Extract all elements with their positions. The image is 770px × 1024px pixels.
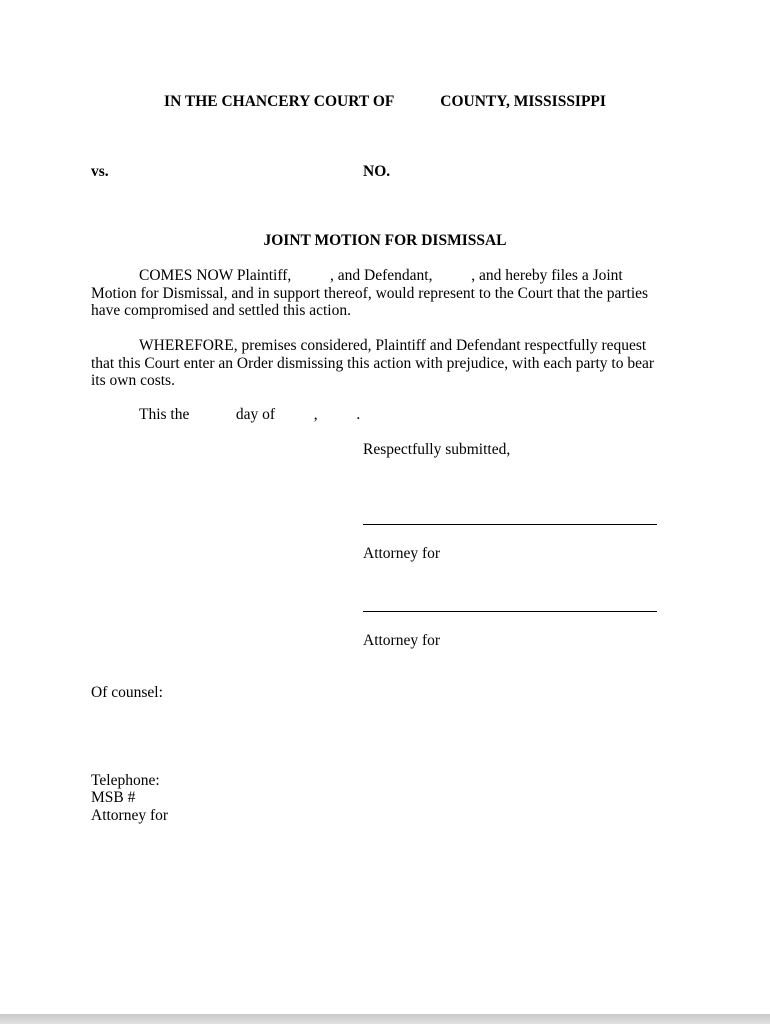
attorney-for-label-1: Attorney for (363, 545, 441, 562)
contact-block (91, 772, 168, 824)
page-bottom-edge (0, 1014, 770, 1024)
motion-title: JOINT MOTION FOR DISMISSAL (263, 232, 507, 249)
signature-line-2 (363, 611, 657, 612)
date-line: This the day of , . (139, 406, 361, 423)
signature-line-1 (363, 524, 657, 525)
msb-label: MSB # (91, 789, 136, 807)
court-header: IN THE CHANCERY COURT OF COUNTY, MISSISSIPPI (164, 93, 606, 110)
attorney-for-label-2: Attorney for (363, 632, 441, 649)
respectfully-submitted-label: Respectfully submitted, (363, 441, 511, 458)
telephone-label: Telephone: (91, 772, 160, 789)
attorney-for-label-3: Attorney for (91, 806, 169, 824)
paragraph-wherefore: WHEREFORE, premises considered, Plaintiff and Defendant respectfully request that this Court enter an Order dismissing this action with prejudice, with each party to bear its own costs. (91, 337, 658, 390)
paragraph-comes-now: COMES NOW Plaintiff, , and Defendant, , and hereby files a Joint Motion for Dismissal, and in support thereof, would represent to the Court that the parties have compromised and settled this action. (91, 267, 652, 320)
of-counsel-label: Of counsel: (91, 684, 163, 701)
vs-label: vs. (91, 163, 109, 180)
case-number-label: NO. (363, 163, 391, 180)
